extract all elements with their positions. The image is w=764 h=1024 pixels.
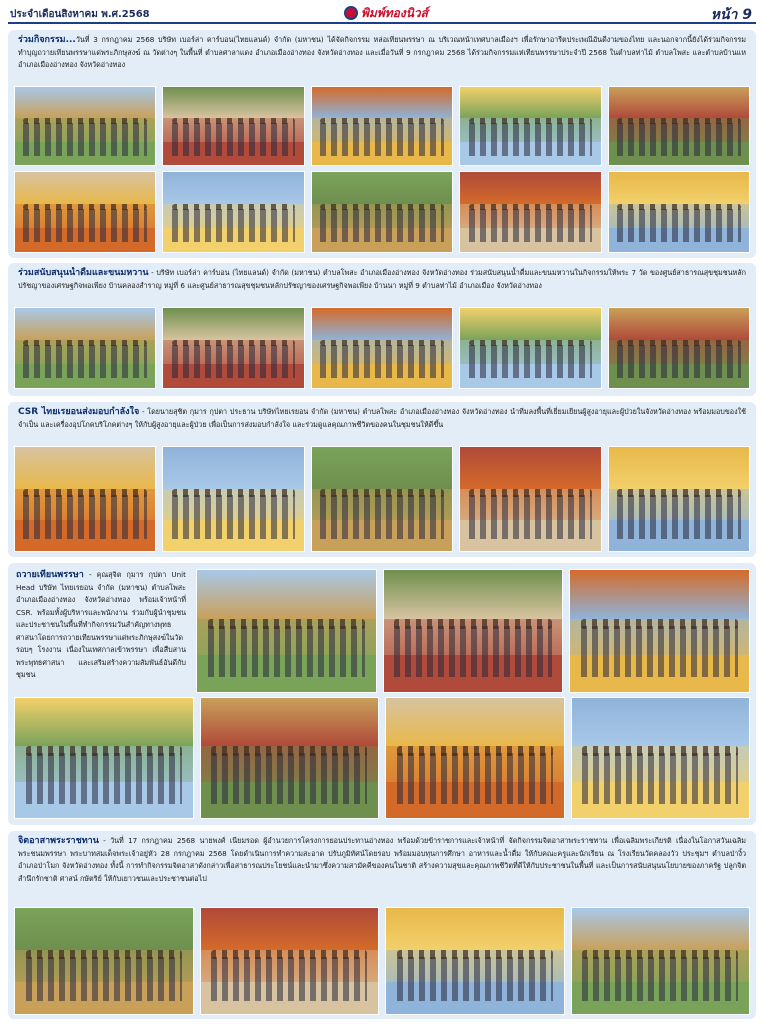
event-photo [459,86,601,166]
event-photo [385,697,565,819]
section-title: ร่วมสนับสนุนน้ำดื่มและขนมหวาน [18,268,149,278]
event-photo [571,697,751,819]
event-photo [162,307,304,389]
event-photo [311,307,453,389]
logo-emblem-icon [344,6,358,20]
event-photo [383,569,564,693]
event-photo [459,446,601,552]
event-photo [14,86,156,166]
event-photo [162,86,304,166]
event-photo [459,307,601,389]
page-header [8,4,756,24]
section-body: - บริษัท เบอร์ล่า คาร์บอน (ไทยแลนด์) จำกัด (มหาชน) ตำบลโพสะ อำเภอเมืองอ่างทอง จังหวัดอ่างทอง ร่วมสนับสนุนน้ำดื่มและขนมหวานในกิจกรรมให้พระ 7 วัด ของศูนย์สาธารณสุขชุมชนหลักปรัชญาของเศรษฐกิจพอเพียง บ้านคลองสำราญ หมู่ที่ 6 และศูนย์สาธารณสุขชุมชนหลักปรัชญาของเศรษฐกิจพอเพียง บ้านนา หมู่ที่ 9 ตำบลท่าไม้ อำเภอเมือง จังหวัดอ่างทอง [18,268,746,290]
event-photo [200,697,380,819]
section-water-support [8,263,756,396]
section-csr-visit [8,402,756,557]
event-photo [385,907,565,1015]
event-photo [311,446,453,552]
section-body: - วันที่ 17 กรกฎาคม 2568 นายพงศ์ เนียมรอด ผู้อำนวยการโครงการยอนประทานอ่างทอง พร้อมด้วยข้าราชการและเจ้าหน้าที่ จัดกิจกรรมจิตอาสาพระราชทาน เพื่อเฉลิมพระเกียรติ เนื่องในโอกาสวันเฉลิมพระชนมพรรษา พระบาทสมเด็จพระเจ้าอยู่หัว 28 กรกฎาคม 2568 โดยดำเนินการทำความสะอาด ปรับภูมิทัศน์โดยรอบ พร้อมมอบทุนการศึกษา อาหารและน้ำดื่ม ให้กับคณะครูและนักเรียน ณ โรงเรียนวัดคลองวัว ประชุมฯ ตำบลป่างิ้ว อำเภอป่าโมก จังหวัดอ่างทอง ทั้งนี้ การทำกิจกรรมจิตอาสาดังกล่าวเพื่อสาธารณประโยชน์และนำมาซึ่งความสามัคคีของคนในชาติ สร้างความสุขและคุณภาพชีวิตที่ดีให้กับประชาชนในพื้นที่ และเป็นการสนับสนุนนโยบายของภาครัฐ ปลูกจิตสำนึกรักชาติ ศาสน์ กษัตริย์ ให้กับเยาวชนและประชาชนต่อไป [18,836,746,883]
section-caption [18,267,746,303]
section-caption [18,34,746,82]
section-body: วันที่ 3 กรกฎาคม 2568 บริษัท เบอร์ล่า คาร์บอน(ไทยแลนด์) จำกัด (มหาชน) ได้จัดกิจกรรม หล่อเทียนพรรษา ณ บริเวณหน้าเทศบาลเมืองฯ เพื่อรักษาอารีตประเพณีอันดีงามของไทย และนอกจากนี้ยังได้ร่วมกิจกรรมทำบุญถวายเทียนพรรษาแด่พระภิกษุสงฆ์ ณ วัดต่างๆ ในพื้นที่ ตำบลศาลาแดง อำเภอเมืองอ่างทอง จังหวัดอ่างทอง และเมื่อวันที่ 9 กรกฎาคม 2568 ได้ร่วมกิจกรรมแห่เทียนพรรษาประจำปี 2568 ในตำบลท่าไม้ ตำบลโพสะ และตำบลบ้านแห อำเภอเมืองอ่างทอง จังหวัดอ่างทอง [18,35,746,69]
event-photo [311,171,453,253]
event-photo [459,171,601,253]
section-title: CSR ไทยเรยอนส่งมอบกำลังใจ [18,407,140,417]
event-photo [200,907,380,1015]
newspaper-logo [344,4,428,22]
event-photo [196,569,377,693]
newspaper-name: พิมพ์ทองนิวส์ [361,5,428,20]
event-photo [14,446,156,552]
event-photo [14,307,156,389]
section-volunteer [8,831,756,1019]
event-photo [162,171,304,253]
event-photo [571,907,751,1015]
event-photo [311,86,453,166]
event-photo [14,907,194,1015]
section-title: จิตอาสาพระราชทาน [18,836,99,846]
section-caption [18,406,746,438]
event-photo [14,171,156,253]
page-number: หน้า 9 [710,7,752,23]
event-photo [162,446,304,552]
section-caption [18,835,746,903]
event-photo [608,307,750,389]
section-candle-ceremony [8,30,756,258]
event-photo [608,171,750,253]
section-candle-offering [8,563,756,825]
section-title: ร่วมกิจกรรม... [18,35,76,45]
section-caption [16,569,186,691]
event-photo [608,86,750,166]
issue-date: ประจำเดือนสิงหาคม พ.ศ.2568 [10,9,150,20]
section-title: ถวายเทียนพรรษา [16,570,84,580]
section-body: - คุณสุจิต กุมาร กุปตา Unit Head บริษัท ไทยเรยอน จำกัด (มหาชน) ตำบลโพสะ อำเภอเมืองอ่างทอง จังหวัดอ่างทอง พร้อมเจ้าหน้าที่ CSR. พร้อมทั้งผู้บริหารและพนักงาน ร่วมกับผู้นำชุมชนและประชาชนในพื้นที่ทำกิจกรรมวันสำคัญทางพุทธศาสนาโดยการถวายเทียนพรรษาแด่พระภิกษุสงฆ์ในวัดรอบๆ โรงงาน เนื่องในเทศกาลเข้าพรรษา เพื่อสืบสานพระพุทธศาสนา และเสริมสร้างความสัมพันธ์อันดีกับชุมชน [16,570,186,679]
event-photo [608,446,750,552]
event-photo [14,697,194,819]
event-photo [569,569,750,693]
section-body: - โดยนายสุชิต กุมาร กุปตา ประธาน บริษัทไทยเรยอน จำกัด (มหาชน) ตำบลโพสะ อำเภอเมืองอ่างทอง จังหวัดอ่างทอง นำทีมลงพื้นที่เยี่ยมเยียนผู้สูงอายุและผู้ป่วยในจังหวัดอ่างทอง พร้อมมอบของใช้จำเป็น และเครื่องอุปโภคบริโภคต่างๆ ให้กับผู้สูงอายุและผู้ป่วย เพื่อเป็นการส่งมอบกำลังใจ และร่วมดูแลคุณภาพชีวิตของคนในชุมชนให้ดีขึ้น [18,407,746,429]
